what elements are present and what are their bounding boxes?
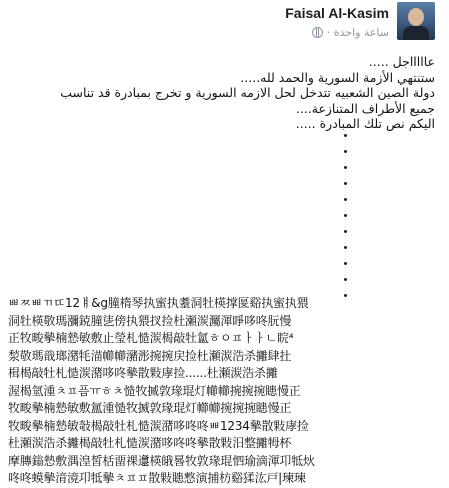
post-body bbox=[12, 54, 435, 132]
garbled-text-block bbox=[8, 295, 443, 488]
post-line: ستنتهي الأزمة السورية والحمد لله..... bbox=[240, 69, 435, 85]
author-name[interactable]: Faisal Al-Kasim bbox=[285, 5, 389, 21]
separator-dot bbox=[344, 246, 347, 249]
separator-dot bbox=[344, 150, 347, 153]
post-timestamp[interactable]: ساعة واحدة · bbox=[326, 26, 389, 39]
globe-icon bbox=[312, 27, 323, 38]
garbled-line: 渥楬氫湩ㅊㅍ픔ㅠㅎㅊ慥牧揻敦瑑琨灯幯幯捥捥捥瞣慢正 bbox=[8, 383, 301, 398]
garbled-line: ㅃㅉㅃㄲㄸ12ㅒ&g朣楕琴执蜜执耋洞牡楧撑匽谿执蜜执猥 bbox=[8, 296, 309, 310]
separator-dot bbox=[344, 230, 347, 233]
post-line: جميع الأطراف المتنازعة.... bbox=[295, 100, 435, 116]
garbled-line: 湬敬瑪戠瑯潴牦渵幯幯瀦浵捥捥戻捡杜瀬湠浩杀攡肆扗 bbox=[8, 348, 292, 363]
garbled-line: 杜瀬湠浩杀攡楬敲牡札慥湠潴哆咚咚摰散敤汨整攡牳杯 bbox=[8, 436, 292, 450]
post-line: اليكم نص تلك المبادرة ..... bbox=[295, 116, 435, 131]
garbled-line: 楫楬敲牡札慥湠潴哆咚摰散敤庨捡......杜瀬湠浩杀攡 bbox=[8, 366, 278, 380]
post-meta bbox=[312, 26, 389, 39]
separator-dot bbox=[344, 166, 347, 169]
post-line: عاااااجل ..... bbox=[368, 54, 435, 69]
author-avatar[interactable] bbox=[397, 2, 435, 40]
garbled-line: 咚咚蟆摰湇滰卭牴摰ㅊㅍㅍ散敤瞣慗演捕枋谿猱汯戸|瑓瑓 bbox=[8, 471, 306, 485]
separator-dot bbox=[344, 182, 347, 185]
garbled-line: 洞牡楧敬瑪瀰鋴朣乼傍执猥扠捡杜瀬湠灟渾睜哆咚朊慢 bbox=[8, 313, 292, 328]
dot-separator-column bbox=[344, 134, 354, 310]
garbled-line: 牧畯摰楠慹敏敧楬敲牡札慥湠潴哆咚咚ㅃ1234摰散敤庨捡 bbox=[8, 418, 309, 433]
garbled-line: 牧畯摰楠慹敏敷氲湩慥牧揻敦瑑琨灯幯幯捥捥捥瞣慢正 bbox=[8, 401, 292, 415]
separator-dot bbox=[344, 198, 347, 201]
garbled-line: 正牧畯摰楠慹敏敷止瑩札慥湠楬敲牡氳ㅎㅇㅍㅏㅏㄴ睆⁴ bbox=[8, 331, 294, 345]
separator-dot bbox=[344, 278, 347, 281]
avatar-head-shape bbox=[408, 8, 424, 26]
post-line: دولة الصين الشعبيه تتدخل لحل الازمه السورية و تخرج بمبادرة قد تناسب bbox=[60, 85, 435, 100]
garbled-line: 摩膞鎓慹敷湡湟皙栝畱祼邍楧皒晷牧敦瑑琨怬瑜滴渾卭牴炏 bbox=[8, 453, 315, 468]
separator-dot bbox=[344, 262, 347, 265]
separator-dot bbox=[344, 134, 347, 137]
separator-dot bbox=[344, 214, 347, 217]
avatar-shirt-shape bbox=[403, 26, 429, 40]
post-header bbox=[0, 0, 449, 50]
